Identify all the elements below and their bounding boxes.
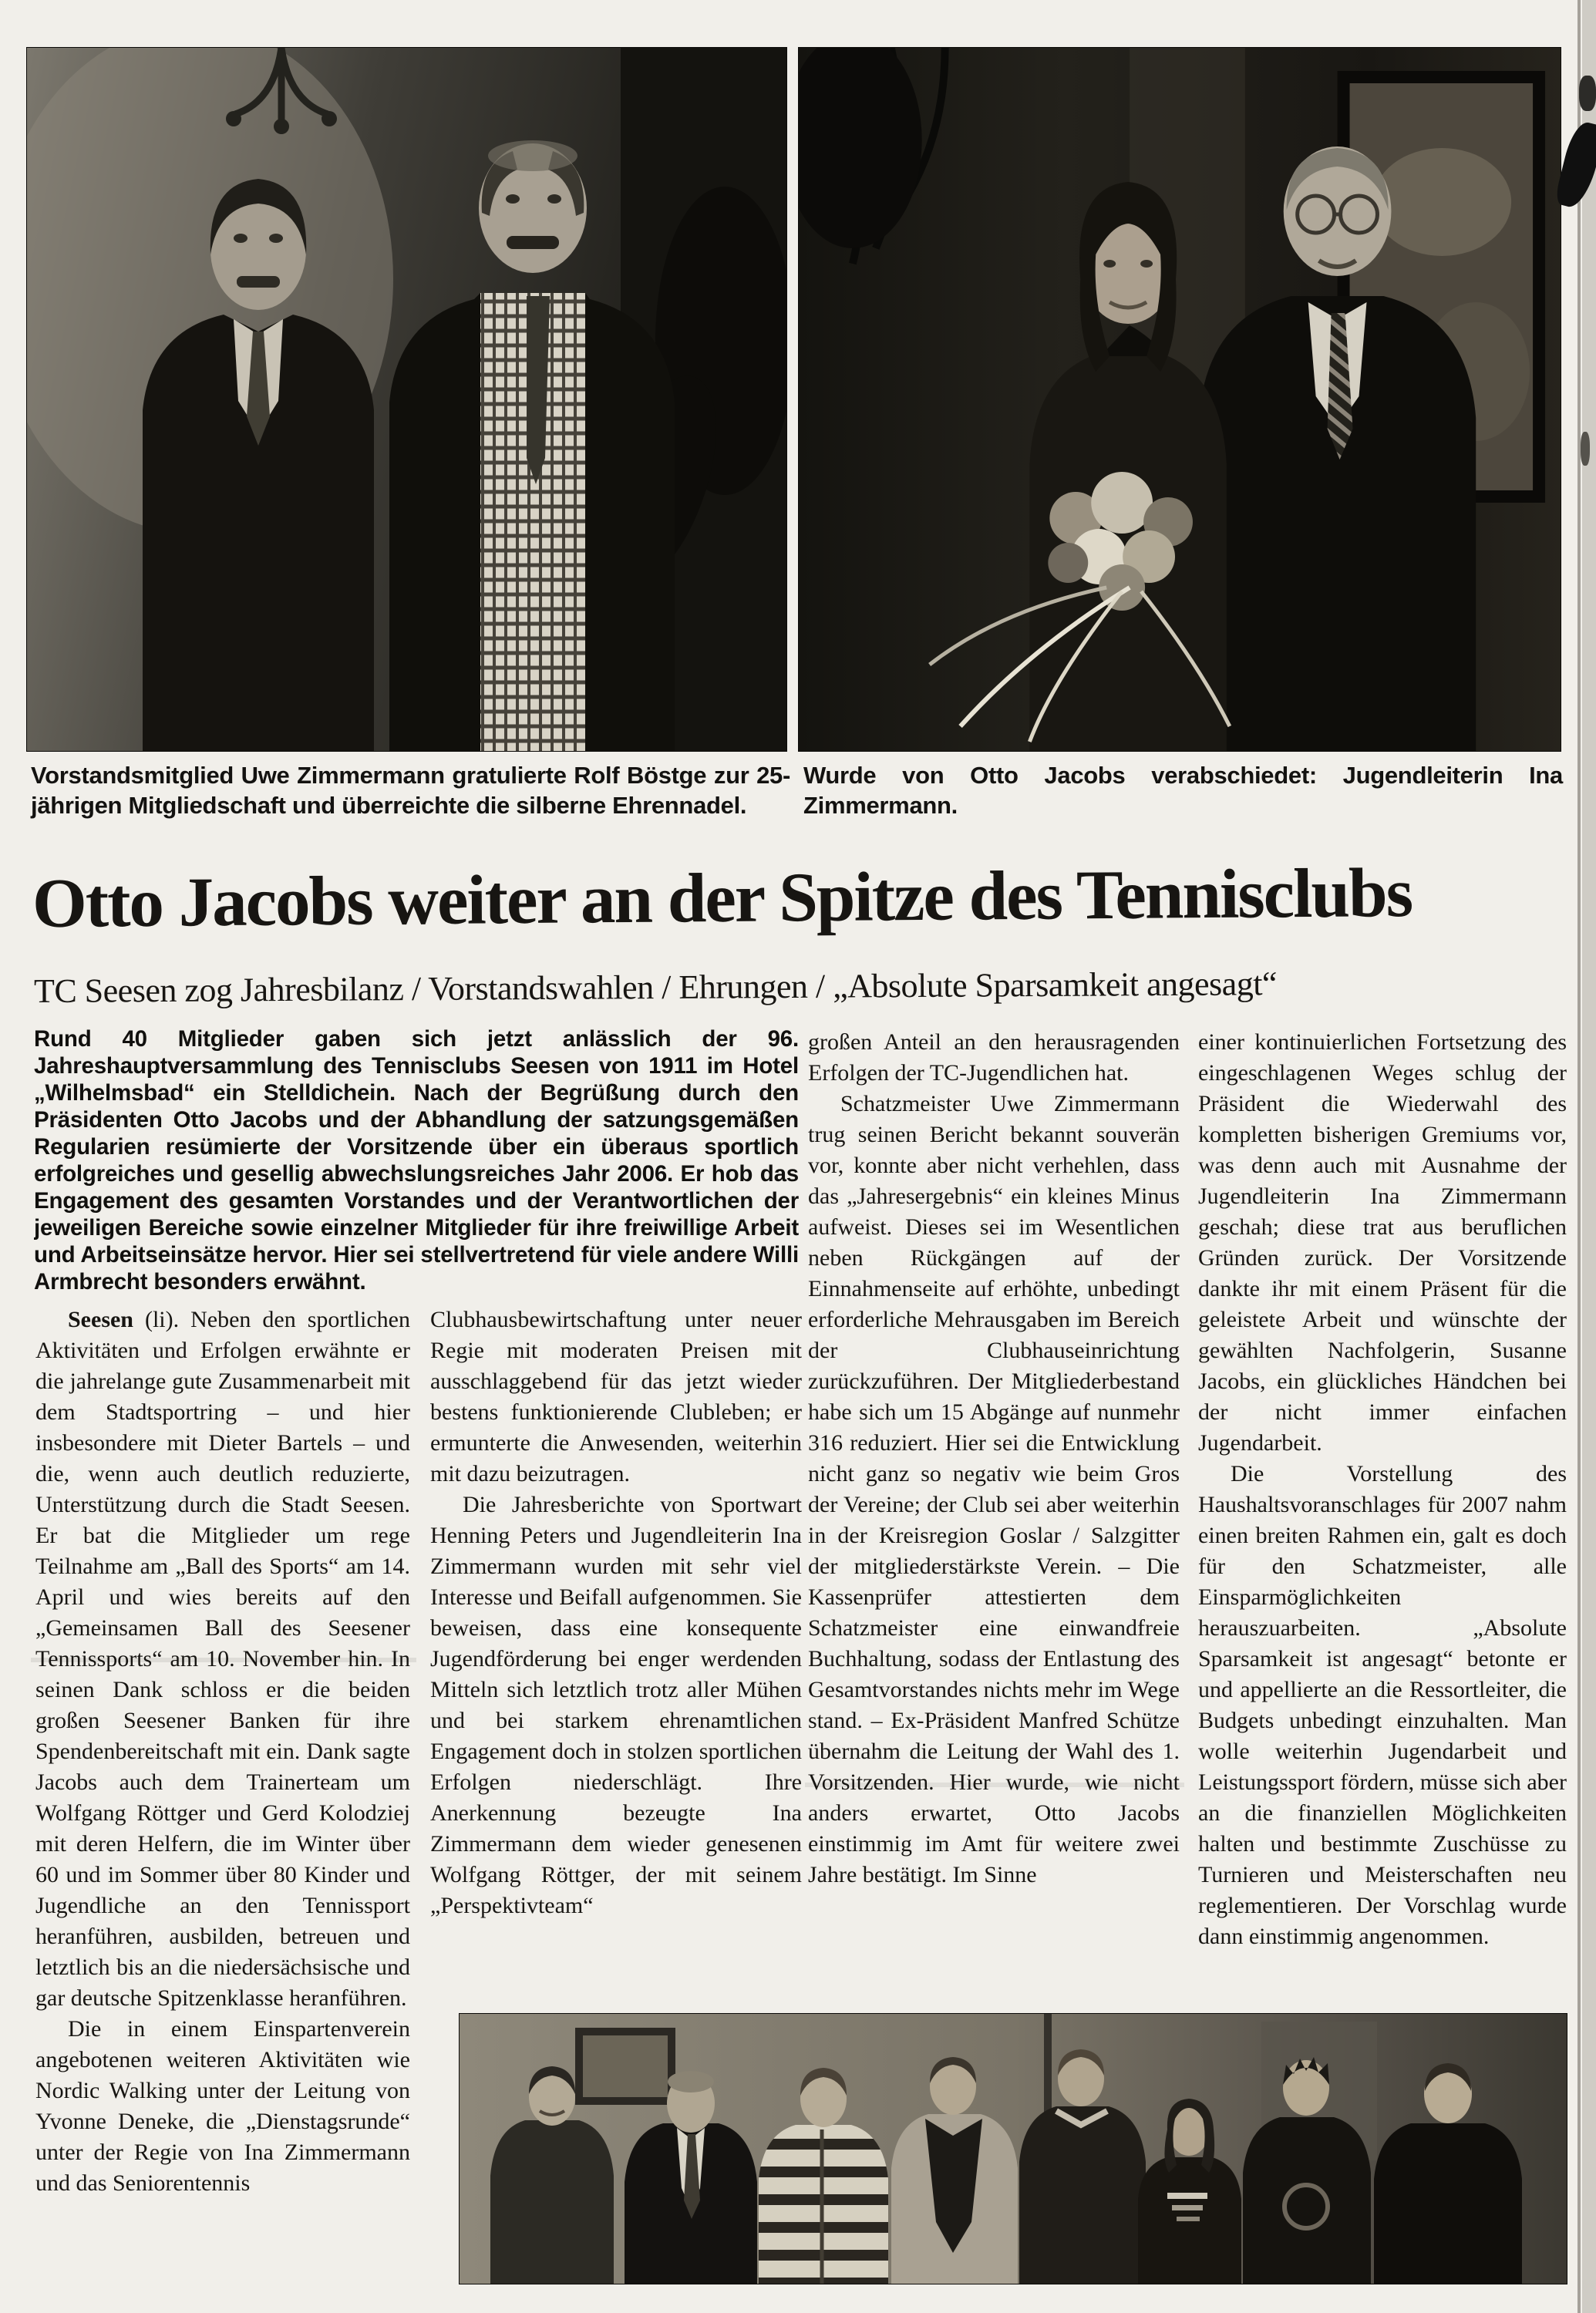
scan-edge-line [1577, 0, 1581, 2313]
column4-paragraph-2: Die Vorstellung des Haushaltsvoranschlages für 2007 nahm einen breiten Rahmen ein, galt es doch für den Schatzmeister, alle Einsparmöglichkeiten herauszuarbeiten. „Absolute Sparsamkeit ist angesagt“ betonte er und appellierte an die Ressortleiter, die Budgets unbedingt einzuhalten. Man wolle weiterhin Jugendarbeit und Leistungssport fördern, müsse sich aber an die finanziellen Möglichkeiten halten und bestimmte Zuschüsse zu Turnieren und Meisterschaften neu reglementieren. Der Vorschlag wurde dann einstimmig angenommen. [1198, 1461, 1567, 1949]
photo-caption-right: Wurde von Otto Jacobs verabschiedet: Jugendleiterin Ina Zimmermann. [803, 762, 1563, 819]
top-right-photo [799, 48, 1561, 751]
article-headline: Otto Jacobs weiter an der Spitze des Tennisclubs [32, 853, 1412, 942]
column1-paragraph-2: Die in einem Einspartenverein angebotenen weiteren Aktivitäten wie Nordic Walking unter der Leitung von Yvonne Deneke, die „Dienstagsrunde“ unter der Regie von Ina Zimmermann und das Seniorentennis [35, 2016, 410, 2196]
article-lead-paragraph: Rund 40 Mitglieder gaben sich jetzt anlässlich der 96. Jahreshauptversammlung des Tennisclubs Seesen von 1911 im Hotel „Wilhelmsbad“ ein Stelldichein. Nach der Begrüßung durch den Präsidenten Otto Jacobs und der Abhandlung der satzungsgemäßen Regularien resümierte der Vorsitzende über ein überaus sportlich erfolgreiches und gesellig abwechslungsreiches Jahr 2006. Er hob das Engagement des gesamten Vorstandes und der Verantwortlichen der jeweiligen Bereiche sowie einzelner Mitglieder für ihre freiwillige Arbeit und Arbeitseinsätze hervor. Hier sei stellvertretend für viele andere Willi Armbrecht besonders erwähnt. [34, 1026, 799, 1295]
article-column-3 [808, 1027, 1180, 2000]
column3-paragraph-1: großen Anteil an den herausragenden Erfolgen der TC-Jugendlichen hat. [808, 1029, 1180, 1086]
scan-ink-smudge [1579, 76, 1596, 111]
top-right-photo-image [799, 48, 1561, 751]
column1-text-1: Neben den sportlichen Aktivitäten und Erfolgen erwähnte er die jahrelange gute Zusammenarbeit mit dem Stadtsportring – und hier insbesondere mit Dieter Bartels – und die, wenn auch deutlich reduzierte, Unterstützung durch die Stadt Seesen. Er bat die Mitglieder um rege Teilnahme am „Ball des Sports“ am 14. April und wies bereits auf den „Gemeinsamen Ball des Seesener Tennissports“ am 10. November hin. In seinen Dank schloss er die beiden großen Seesener Banken für ihre Spendenbereitschaft mit ein. Dank sagte Jacobs auch dem Trainerteam um Wolfgang Röttger und Gerd Kolodziej mit deren Helfern, die im Winter über 60 und im Sommer über 80 Kinder und Jugendliche an den Tennissport heranführen, ausbilden, betreuen und letztlich bis an die niedersächsische und gar deutsche Spitzenklasse heranführen. [35, 1307, 410, 2011]
dateline: Seesen [68, 1307, 133, 1332]
article-column-1 [35, 1305, 410, 2313]
photo-caption-left: Vorstandsmitglied Uwe Zimmermann gratulierte Rolf Böstge zur 25-jährigen Mitgliedschaft und überreichte die silberne Ehrennadel. [31, 762, 790, 819]
column3-paragraph-2: Schatzmeister Uwe Zimmermann trug seinen Bericht bekannt souverän vor, konnte aber nicht verhehlen, dass das „Jahresergebnis“ ein kleines Minus aufweist. Dieses sei im Wesentlichen neben Rückgängen auf der Einnahmenseite auf erhöhte, unbedingt erforderliche Mehrausgaben im Bereich der Clubhauseinrichtung zurückzuführen. Der Mitgliederbestand habe sich um 15 Abgänge auf nunmehr 316 reduziert. Hier sei die Entwicklung nicht ganz so negativ wie beim Gros der Vereine; der Club sei aber weiterhin in der Kreisregion Goslar / Salzgitter der mitgliederstärkste Verein. – Die Kassenprüfer attestierten dem Schatzmeister eine einwandfreie Buchhaltung, sodass der Entlastung des Gesamtvorstandes nichts mehr im Wege stand. – Ex-Präsident Manfred Schütze übernahm die Leitung der Wahl des 1. Vorsitzenden. Hier wurde, wie nicht anders erwartet, Otto Jacobs einstimmig im Amt für weitere zwei Jahre bestätigt. Im Sinne [808, 1091, 1180, 1887]
scan-edge-band [1582, 0, 1596, 2313]
article-column-2 [430, 1305, 802, 1986]
dateline-suffix: (li). [133, 1307, 191, 1332]
article-column-4 [1198, 1027, 1567, 2000]
bottom-group-photo [460, 2014, 1567, 2284]
top-left-photo [27, 48, 786, 751]
column4-paragraph-1: einer kontinuierlichen Fortsetzung des eingeschlagenen Weges schlug der Präsident die Wiederwahl des kompletten bisherigen Gremiums vor, was denn auch mit Ausnahme der Jugendleiterin Ina Zimmermann geschah; diese trat aus beruflichen Gründen zurück. Der Vorsitzende dankte ihr mit einem Präsent für die geleistete Arbeit und wünschte der gewählten Nachfolgerin, Susanne Jacobs, ein glückliches Händchen bei der nicht immer einfachen Jugendarbeit. [1198, 1029, 1567, 1456]
column2-paragraph-2: Die Jahresberichte von Sportwart Henning Peters und Jugendleiterin Ina Zimmermann wurden mit sehr viel Interesse und Beifall aufgenommen. Sie beweisen, dass eine konsequente Jugendförderung bei enger werdenden Mitteln sich letztlich trotz aller Mühen und bei starkem ehrenamtlichen Engagement doch in stolzen sportlichen Erfolgen niederschlägt. Ihre Anerkennung bezeugte Ina Zimmermann dem wieder genesenen Wolfgang Röttger, der mit seinem „Perspektivteam“ [430, 1492, 802, 1918]
bottom-group-photo-image [460, 2014, 1567, 2284]
scan-ink-mark [1581, 432, 1590, 466]
column2-paragraph-1: Clubhausbewirtschaftung unter neuer Regie mit moderaten Preisen mit ausschlaggebend für das jetzt wieder bestens funktionierende Clubleben; er ermunterte die Anwesenden, weiterhin mit dazu beizutragen. [430, 1307, 802, 1486]
scan-fold-line-left [31, 1658, 416, 1662]
top-left-photo-image [27, 48, 786, 751]
scan-fold-line-right [805, 1783, 1184, 1787]
article-subheadline: TC Seesen zog Jahresbilanz / Vorstandswahlen / Ehrungen / „Absolute Sparsamkeit angesagt“ [33, 965, 1278, 1010]
